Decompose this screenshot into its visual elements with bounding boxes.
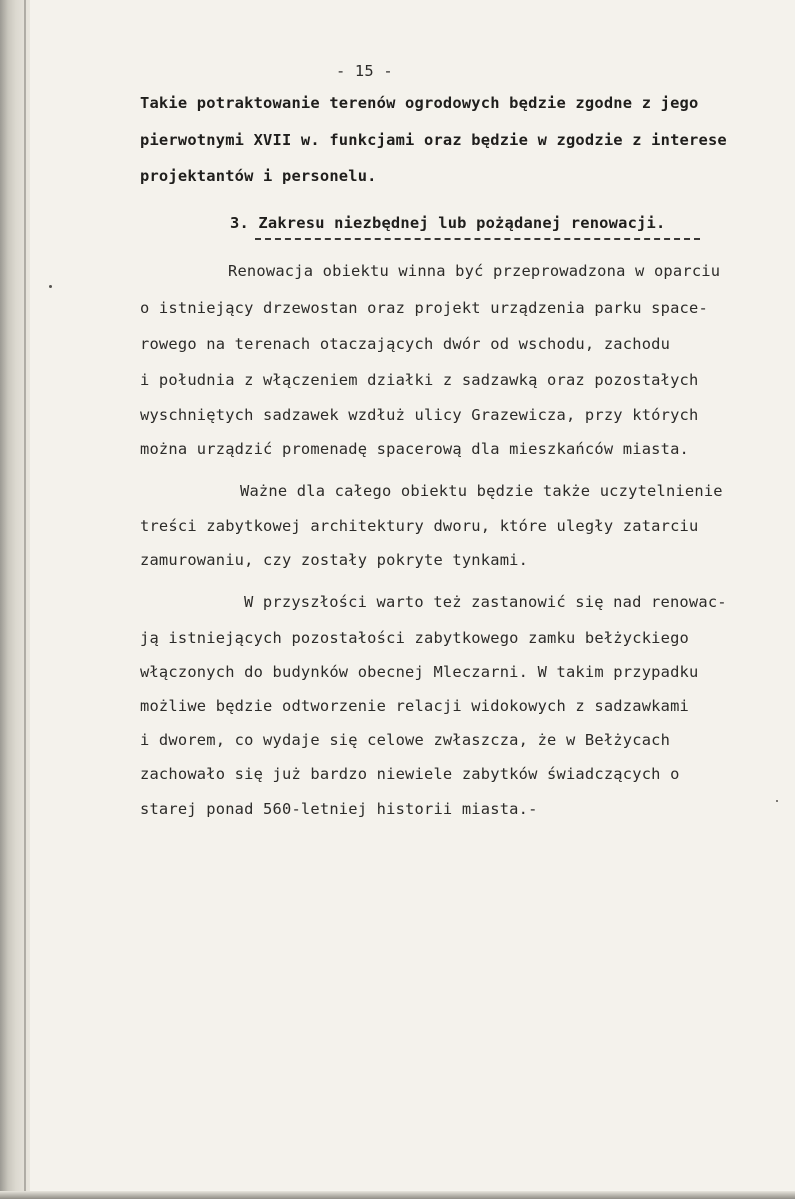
text-line-16: włączonych do budynków obecnej Mleczarni. W takim przypadku: [140, 663, 699, 681]
text-line-5: Renowacja obiektu winna być przeprowadzona w oparciu: [228, 262, 721, 280]
text-line-8: i południa z włączeniem działki z sadzawką oraz pozostałych: [140, 371, 699, 389]
text-line-2: pierwotnymi XVII w. funkcjami oraz będzie w zgodzie z interese: [140, 131, 727, 149]
text-line-13: zamurowaniu, czy zostały pokryte tynkami.: [140, 551, 529, 569]
text-line-15: ją istniejących pozostałości zabytkowego zamku bełżyckiego: [140, 629, 690, 647]
text-line-18: i dworem, co wydaje się celowe zwłaszcza, że w Bełżycach: [140, 731, 671, 749]
text-line-10: można urządzić promenadę spacerową dla mieszkańców miasta.: [140, 440, 690, 458]
heading-underline: [255, 238, 700, 242]
text-line-3: projektantów i personelu.: [140, 167, 377, 185]
text-line-12: treści zabytkowej architektury dworu, które uległy zatarciu: [140, 517, 699, 535]
section-heading: 3. Zakresu niezbędnej lub pożądanej renowacji.: [230, 214, 666, 232]
text-line-20: starej ponad 560-letniej historii miasta.-: [140, 800, 538, 818]
text-line-11: Ważne dla całego obiektu będzie także uczytelnienie: [240, 482, 723, 500]
page-number: - 15 -: [336, 62, 393, 80]
binding-line: [24, 0, 26, 1199]
paper-speck: [49, 285, 52, 288]
page-bottom-edge: [0, 1191, 795, 1199]
text-line-1: Takie potraktowanie terenów ogrodowych będzie zgodne z jego: [140, 94, 699, 112]
text-line-7: rowego na terenach otaczających dwór od wschodu, zachodu: [140, 335, 671, 353]
text-line-9: wyschniętych sadzawek wzdłuż ulicy Grazewicza, przy których: [140, 406, 699, 424]
text-line-19: zachowało się już bardzo niewiele zabytków świadczących o: [140, 765, 680, 783]
paper-speck: [776, 800, 778, 802]
text-line-14: W przyszłości warto też zastanowić się nad renowac-: [244, 593, 727, 611]
text-line-17: możliwe będzie odtworzenie relacji widokowych z sadzawkami: [140, 697, 690, 715]
text-line-6: o istniejący drzewostan oraz projekt urządzenia parku space-: [140, 299, 708, 317]
